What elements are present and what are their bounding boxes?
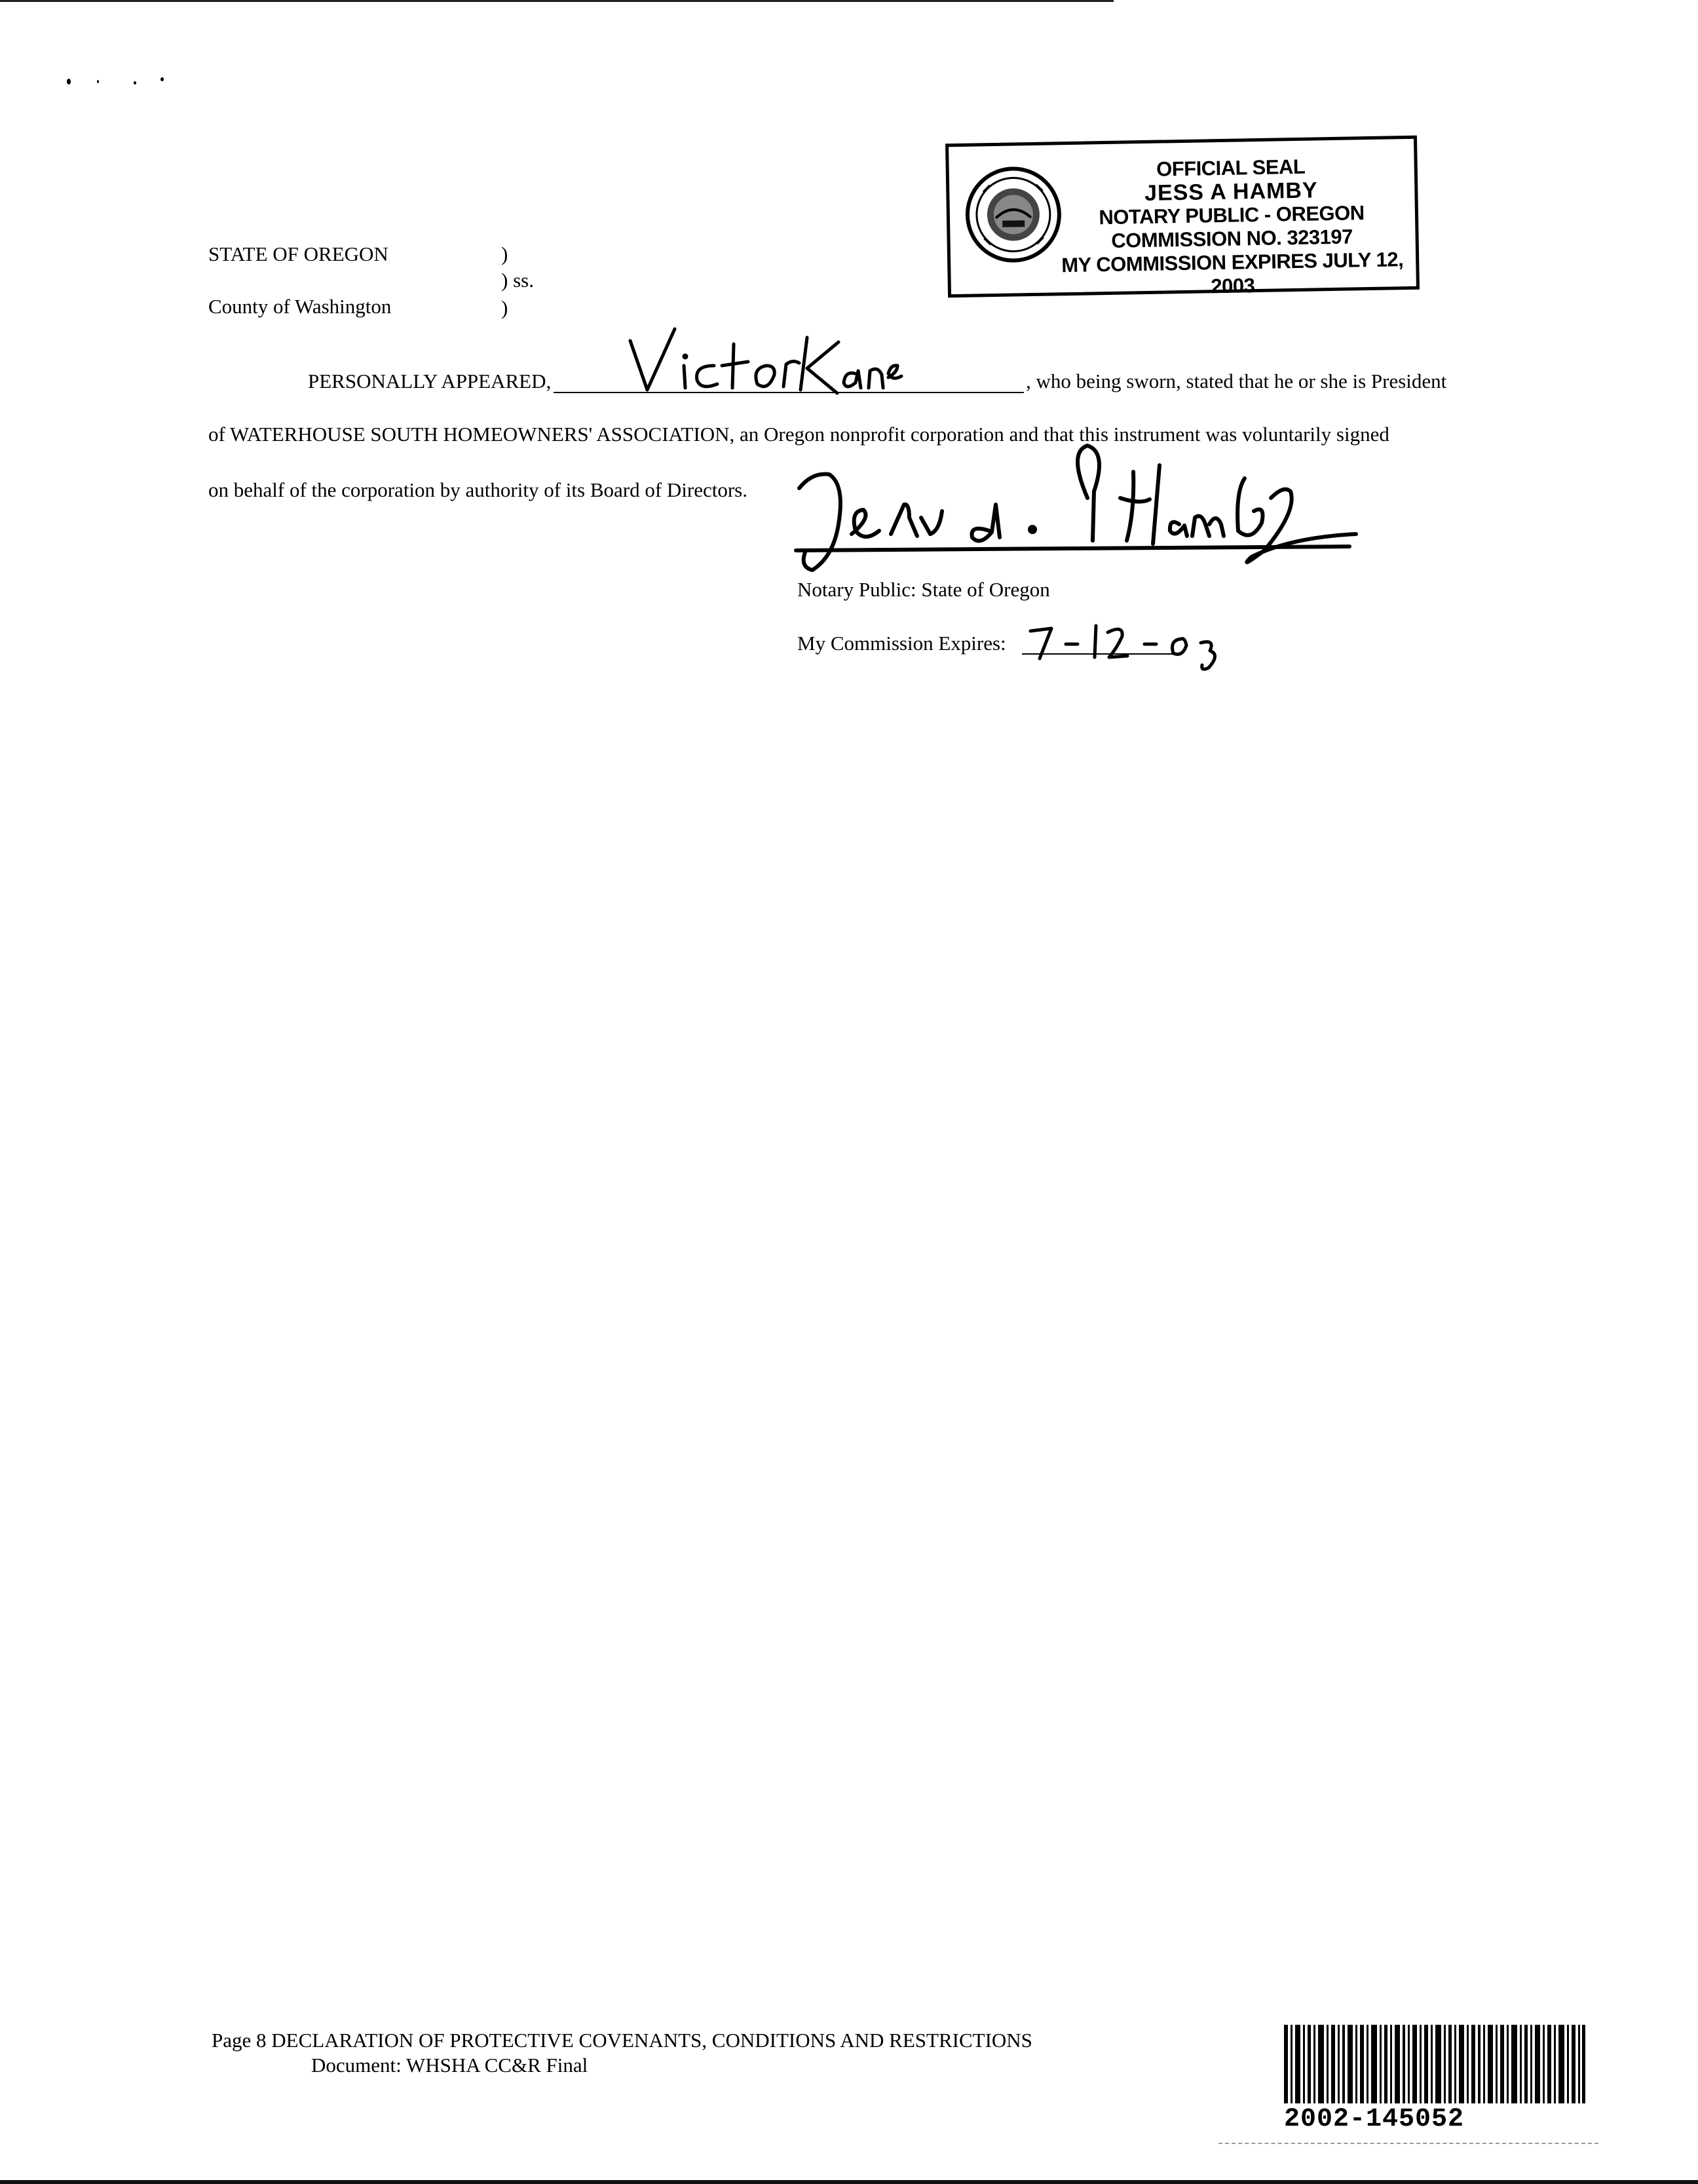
stamp-text	[1047, 153, 1416, 301]
stamp-line-3: NOTARY PUBLIC - OREGON	[1099, 201, 1365, 229]
stamp-line-4: COMMISSION NO. 323197	[1111, 225, 1353, 252]
footer-document-line: Document: WHSHA CC&R Final	[311, 2054, 588, 2077]
notary-signature	[793, 426, 1369, 583]
venue-state: STATE OF OREGON	[208, 242, 388, 265]
venue-paren-top: )	[501, 242, 508, 265]
handwritten-name-victor-kane	[629, 328, 904, 400]
body-line-3: on behalf of the corporation by authority of its Board of Directors.	[208, 478, 747, 501]
appeared-line-tail: , who being sworn, stated that he or she is President	[1026, 370, 1447, 393]
notary-title: Notary Public: State of Oregon	[797, 578, 1050, 601]
appeared-label: PERSONALLY APPEARED,	[308, 370, 552, 393]
notary-stamp	[945, 136, 1420, 298]
scan-top-edge	[0, 0, 1114, 2]
stamp-line-1: OFFICIAL SEAL	[1156, 155, 1306, 181]
stamp-line-5: MY COMMISSION EXPIRES JULY 12, 2003	[1061, 248, 1404, 298]
barcode	[1284, 2025, 1585, 2103]
venue-paren-ss: ) ss.	[501, 269, 534, 292]
venue-county: County of Washington	[208, 295, 392, 318]
footer-page-line: Page 8 DECLARATION OF PROTECTIVE COVENANTS, CONDITIONS AND RESTRICTIONS	[212, 2029, 1032, 2052]
scan-artifact-line	[1218, 2143, 1598, 2145]
barcode-number: 2002-145052	[1284, 2105, 1465, 2134]
stamp-line-2: JESS A HAMBY	[1144, 178, 1318, 206]
handwritten-expiry-date	[1025, 619, 1235, 678]
body-line-2: of WATERHOUSE SOUTH HOMEOWNERS' ASSOCIATION, an Oregon nonprofit corporation and that this instrument was voluntarily signed	[208, 423, 1389, 446]
scan-bottom-edge	[0, 2180, 1698, 2184]
expires-label: My Commission Expires:	[797, 632, 1006, 655]
venue-paren-bottom: )	[501, 296, 508, 319]
